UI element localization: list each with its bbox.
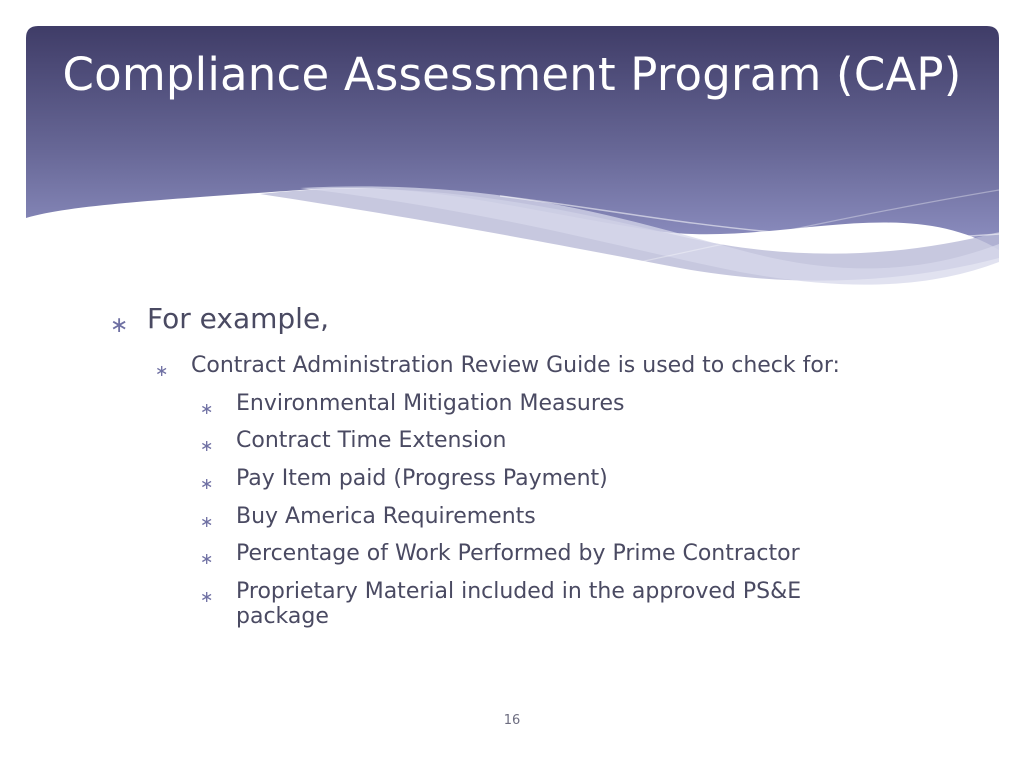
bullet-level-3-item: Environmental Mitigation Measures: [236, 391, 625, 416]
bullet-level-2: Contract Administration Review Guide is used to check for:: [191, 353, 840, 378]
bullet-marker: ∗: [155, 361, 169, 380]
page-number: 16: [503, 713, 521, 728]
bullet-level-3-item: Contract Time Extension: [236, 428, 507, 453]
bullet-level-3-item: Proprietary Material included in the approved PS&E package: [236, 579, 802, 629]
bullet-marker: ∗: [200, 587, 214, 606]
bullet-marker: ∗: [110, 313, 129, 338]
bullet-level-1: For example,: [147, 302, 330, 335]
bullet-marker: ∗: [200, 474, 214, 493]
bullet-marker: ∗: [200, 512, 214, 531]
slide-title: Compliance Assessment Program (CAP): [62, 48, 962, 101]
bullet-level-3-item: Percentage of Work Performed by Prime Contractor: [236, 541, 800, 566]
bullet-marker: ∗: [200, 399, 214, 418]
bullet-marker: ∗: [200, 436, 214, 455]
bullet-marker: ∗: [200, 549, 214, 568]
bullet-level-3-item: Pay Item paid (Progress Payment): [236, 466, 608, 491]
bullet-level-3-item: Buy America Requirements: [236, 504, 536, 529]
